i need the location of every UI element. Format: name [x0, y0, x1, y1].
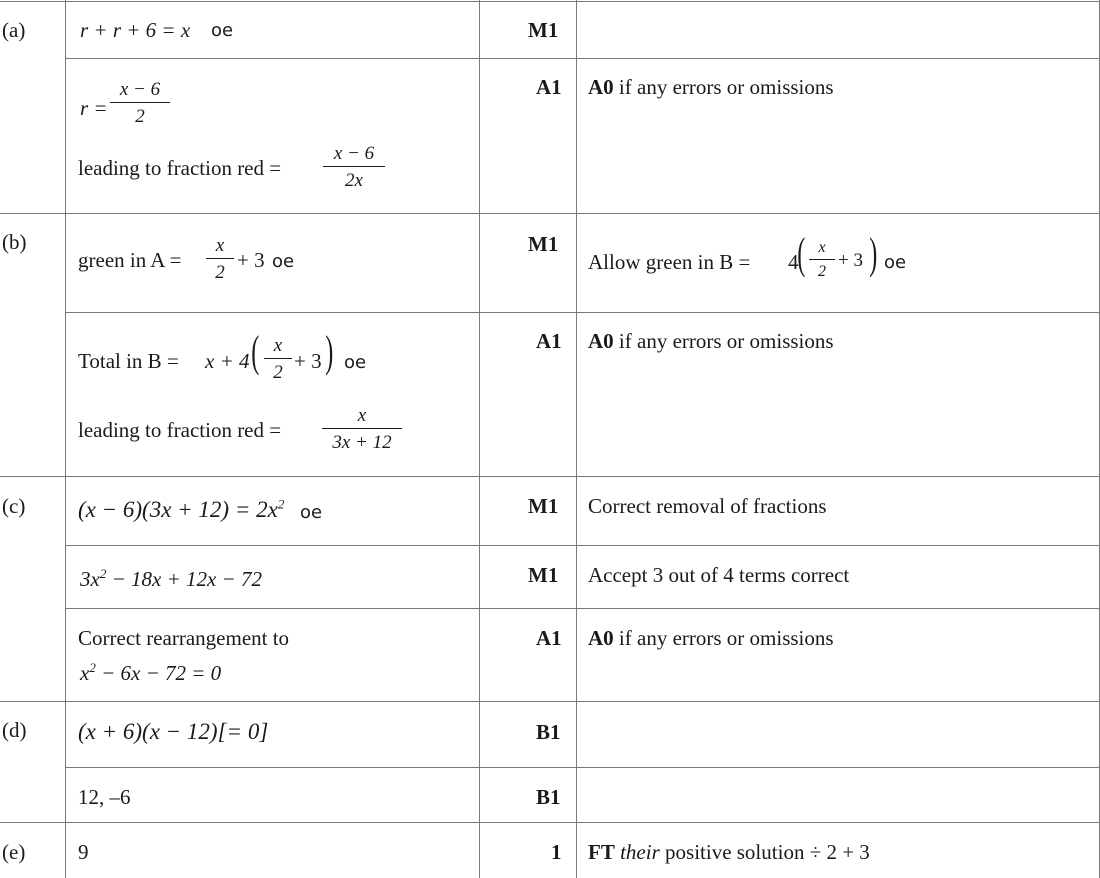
notes-text — [588, 75, 834, 100]
mark-code: A1 — [536, 329, 562, 353]
paren-close: ) — [325, 327, 334, 376]
fraction-numerator: x − 6 — [119, 79, 161, 100]
fraction-numerator: x − 6 — [333, 143, 375, 164]
fraction-numerator: x — [818, 239, 826, 256]
working-expr — [78, 496, 284, 524]
paren-close: ) — [869, 229, 878, 278]
expr-main: (x − 6)(3x + 12) = 2x — [78, 497, 278, 522]
working-line1: Correct rearrangement to — [78, 626, 290, 650]
working-lhs: r = — [80, 96, 108, 120]
notes-rest: if any errors or omissions — [613, 626, 834, 650]
notes-italic: their — [614, 840, 660, 864]
expr-post: − 18x + 12x − 72 — [106, 567, 262, 591]
notes-bold: A0 — [588, 329, 614, 353]
expr-pre: 3x — [80, 567, 100, 591]
fraction-numerator: x — [273, 335, 283, 356]
working-expr — [80, 660, 221, 686]
mark-code: M1 — [528, 18, 559, 42]
row-divider — [0, 701, 1100, 702]
oe-text: oe — [300, 502, 323, 523]
column-divider — [479, 0, 480, 878]
mark-code: M1 — [528, 494, 559, 518]
notes-text: Accept 3 out of 4 terms correct — [588, 563, 850, 587]
part-label: (c) — [2, 494, 26, 518]
fraction-denominator: 2 — [206, 258, 234, 282]
fraction-denominator: 2 — [264, 358, 292, 382]
column-divider — [65, 0, 66, 878]
expr-sup: 2 — [89, 660, 96, 675]
fraction — [809, 240, 835, 280]
notes-text — [588, 329, 834, 354]
expr-sup: 2 — [99, 566, 107, 581]
part-label: (a) — [2, 18, 26, 42]
fraction-numerator: x — [357, 405, 367, 426]
row-divider — [65, 545, 1100, 546]
working-label: green in A = — [78, 248, 182, 272]
mark-code: M1 — [528, 232, 559, 256]
row-divider — [65, 58, 1100, 59]
row-divider — [0, 1, 1100, 2]
fraction-denominator: 2 — [809, 259, 835, 280]
fraction-denominator: 3x + 12 — [322, 428, 402, 452]
notes-text — [588, 626, 834, 651]
row-divider — [65, 312, 1100, 313]
fraction-numerator: x — [215, 235, 225, 256]
row-divider — [65, 767, 1100, 768]
paren-open: ( — [251, 327, 260, 376]
fraction — [264, 336, 292, 382]
mark-code: A1 — [536, 626, 562, 650]
notes-bold: A0 — [588, 75, 614, 99]
working-text: 9 — [78, 840, 89, 864]
working-label: Total in B = — [78, 349, 179, 373]
notes-label: Allow green in B = — [588, 250, 751, 274]
notes-rest: positive solution ÷ 2 + 3 — [659, 840, 870, 864]
notes-text: Correct removal of fractions — [588, 494, 827, 518]
row-divider — [0, 476, 1100, 477]
part-label: (b) — [2, 230, 27, 254]
working-line2-label: leading to fraction red = — [78, 418, 282, 442]
row-divider — [0, 822, 1100, 823]
oe-text: oe — [884, 252, 907, 273]
part-label: (d) — [2, 718, 27, 742]
mark-code: 1 — [551, 840, 562, 864]
working-mid: x + 4 — [205, 349, 250, 373]
expr-post: − 6x − 72 = 0 — [95, 661, 222, 685]
working-expr — [80, 566, 262, 592]
paren-open: ( — [797, 229, 806, 278]
row-divider — [0, 213, 1100, 214]
notes-text — [588, 840, 870, 865]
column-divider — [576, 0, 577, 878]
fraction-denominator: 2x — [323, 166, 385, 190]
working-text: 12, –6 — [78, 785, 131, 809]
notes-coef: 4 — [788, 250, 799, 274]
oe-text: oe — [272, 251, 295, 272]
fraction — [323, 144, 385, 190]
fraction — [110, 80, 170, 126]
notes-bold: FT — [588, 840, 615, 864]
notes-tail: + 3 — [838, 250, 863, 271]
mark-code: B1 — [536, 785, 561, 809]
working-text: r + r + 6 = x — [80, 18, 191, 42]
fraction — [322, 406, 402, 452]
notes-rest: if any errors or omissions — [613, 329, 834, 353]
mark-code: M1 — [528, 563, 559, 587]
mark-code: A1 — [536, 75, 562, 99]
working-tail: + 3 — [237, 248, 265, 272]
fraction — [206, 236, 234, 282]
mark-code: B1 — [536, 720, 561, 744]
expr-pre: x — [80, 661, 90, 685]
part-label: (e) — [2, 840, 26, 864]
working-tail: + 3 — [294, 349, 322, 373]
working-text: (x + 6)(x − 12)[= 0] — [78, 719, 269, 744]
expr-sup: 2 — [277, 496, 285, 512]
row-divider — [65, 608, 1100, 609]
notes-bold: A0 — [588, 626, 614, 650]
working-line2-label: leading to fraction red = — [78, 156, 282, 180]
oe-text: oe — [344, 352, 367, 373]
oe-text: oe — [211, 20, 234, 41]
notes-rest: if any errors or omissions — [613, 75, 834, 99]
fraction-denominator: 2 — [110, 102, 170, 126]
